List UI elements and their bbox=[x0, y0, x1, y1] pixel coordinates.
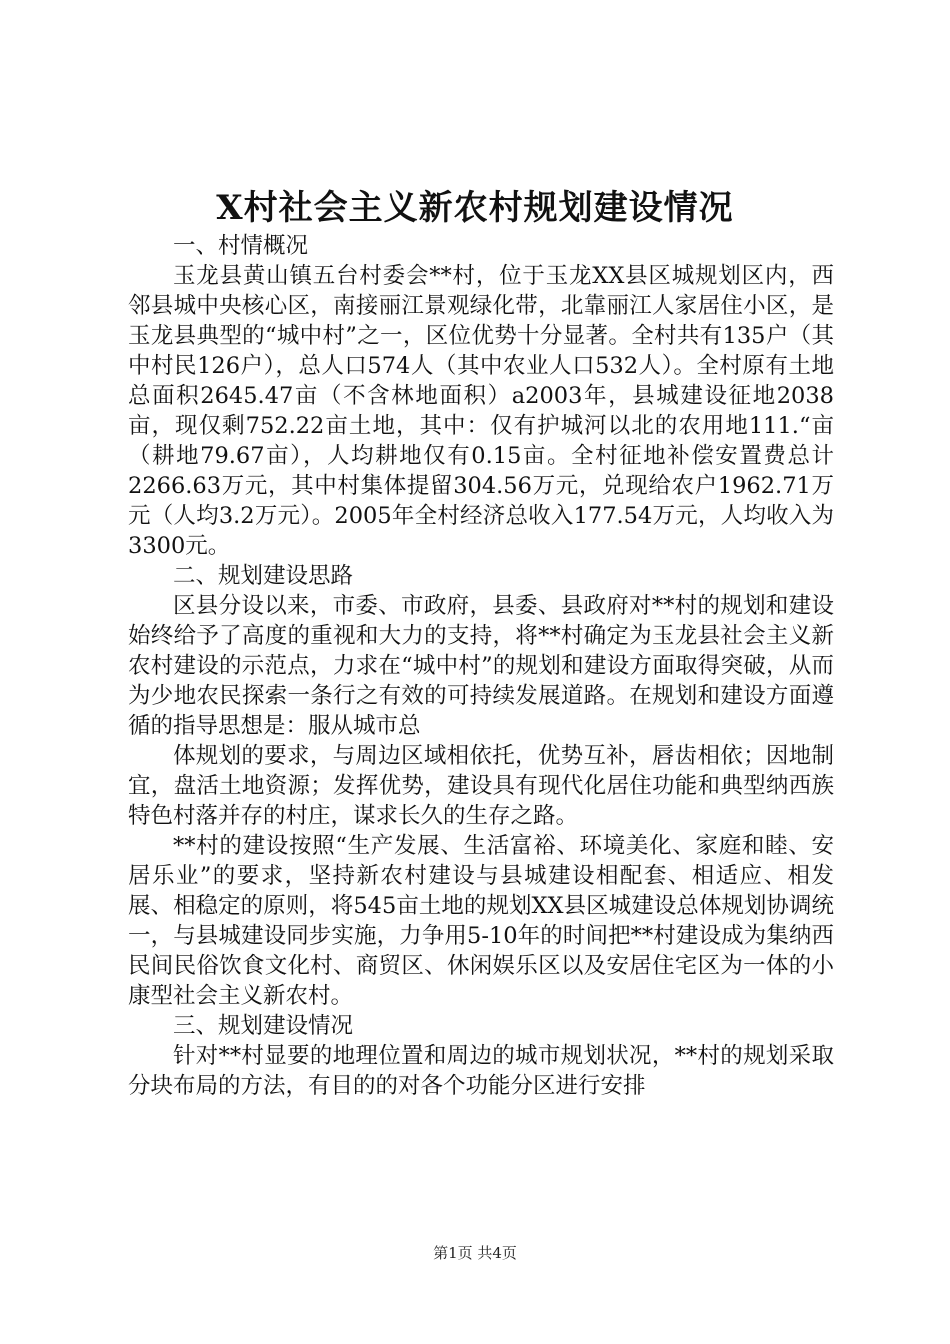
paragraph-construction-requirements: **村的建设按照“生产发展、生活富裕、环境美化、家庭和睦、安居乐业”的要求，坚持新农村建设与县城建设相配套、相适应、相发展、相稳定的原则，将545亩土地的规划XX县区城建设总体规划协调统一，与县城建设同步实施，力争用5-10年的时间把**村建设成为集纳西民间民俗饮食文化村、商贸区、休闲娱乐区以及安居住宅区为一体的小康型社会主义新农村。 bbox=[128, 833, 834, 1009]
section-heading-2: 二、规划建设思路 bbox=[173, 563, 354, 589]
document-body bbox=[128, 231, 834, 1101]
page-number-footer: 第1页 共4页 bbox=[433, 1244, 517, 1262]
paragraph-village-overview: 玉龙县黄山镇五台村委会**村，位于玉龙XX县区城规划区内，西邻县城中央核心区，南接丽江景观绿化带，北靠丽江人家居住小区，是玉龙县典型的“城中村”之一，区位优势十分显著。全村共有135户（其中村民126户），总人口574人（其中农业人口532人）。全村原有土地总面积2645.47亩（不含林地面积）a2003年，县城建设征地2038亩，现仅剩752.22亩土地，其中：仅有护城河以北的农用地111.“亩（耕地79.67亩），人均耕地仅有0.15亩。全村征地补偿安置费总计2266.63万元，其中村集体提留304.56万元，兑现给农户1962.71万元（人均3.2万元）。2005年全村经济总收入177.54万元，人均收入为3300元。 bbox=[128, 263, 834, 559]
section-heading-3: 三、规划建设情况 bbox=[173, 1013, 354, 1039]
paragraph-planning-status: 针对**村显要的地理位置和周边的城市规划状况，**村的规划采取分块布局的方法，有目的的对各个功能分区进行安排 bbox=[128, 1043, 834, 1099]
section-heading-1: 一、村情概况 bbox=[173, 233, 309, 259]
paragraph-planning-idea-cont: 体规划的要求，与周边区域相依托，优势互补，唇齿相依；因地制宜，盘活土地资源；发挥优势，建设具有现代化居住功能和典型纳西族特色村落并存的村庄，谋求长久的生存之路。 bbox=[128, 743, 834, 829]
document-title: X村社会主义新农村规划建设情况 bbox=[216, 188, 734, 228]
paragraph-planning-idea: 区县分设以来，市委、市政府，县委、县政府对**村的规划和建设始终给予了高度的重视和大力的支持，将**村确定为玉龙县社会主义新农村建设的示范点，力求在“城中村”的规划和建设方面取得突破，从而为少地农民探索一条行之有效的可持续发展道路。在规划和建设方面遵循的指导思想是：服从城市总 bbox=[128, 593, 834, 739]
